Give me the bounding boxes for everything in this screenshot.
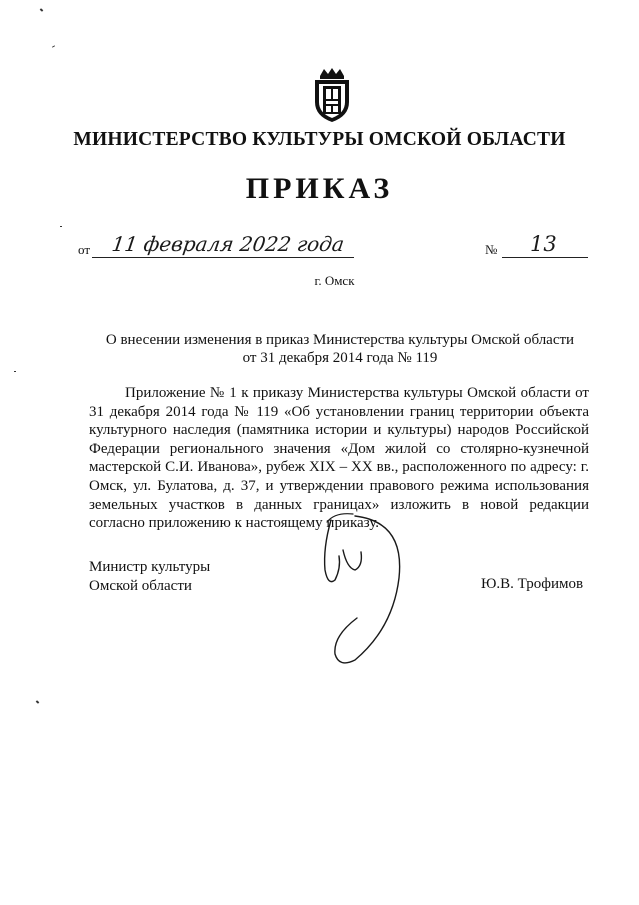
signatory-name: Ю.В. Трофимов [481,576,584,592]
position-line-1: Министр культуры [89,559,211,575]
scan-artifact [14,371,16,372]
date-underline [92,257,354,258]
scan-artifact [40,8,44,11]
order-subject [80,331,600,367]
city: г. Омск [314,273,355,288]
handwritten-number: 13 [530,232,557,256]
handwritten-signature-icon [295,508,425,668]
document-type-title: ПРИКАЗ [245,172,394,205]
date-prefix: от [78,242,91,257]
number-underline [502,257,588,258]
signatory-position [89,558,210,595]
position-line-2: Омской области [89,577,192,594]
order-body-paragraph: Приложение № 1 к приказу Министерства культуры Омской области от 31 декабря 2014 года № 119 «Об установлении границ территории объекта культурного наследия (памятника истории и культуры) народов Российской Федерации регионального значения «Дом жилой со столярно-кузнечной мастерской С.И. Иванова», рубеж XIX – XX вв., расположенного по адресу: г. Омск, ул. Булатова, д. 37, и утверждении правового режима использования земельных участков в данных границах» изложить в новой редакции согласно приложению к настоящему приказу. [89,385,589,532]
number-prefix: № [485,242,498,257]
omsk-coat-of-arms-icon [311,66,353,124]
ministry-name: МИНИСТЕРСТВО КУЛЬТУРЫ ОМСКОЙ ОБЛАСТИ [73,129,566,150]
subject-line-1: О внесении изменения в приказ Министерства культуры Омской области [105,332,575,348]
scan-artifact [60,226,62,227]
handwritten-date: 11 февраля 2022 года [110,232,346,256]
scan-artifact [36,700,40,703]
subject-line-2: от 31 декабря 2014 года № 119 [242,350,438,366]
scan-artifact [52,45,55,47]
date-number-row [78,232,598,262]
